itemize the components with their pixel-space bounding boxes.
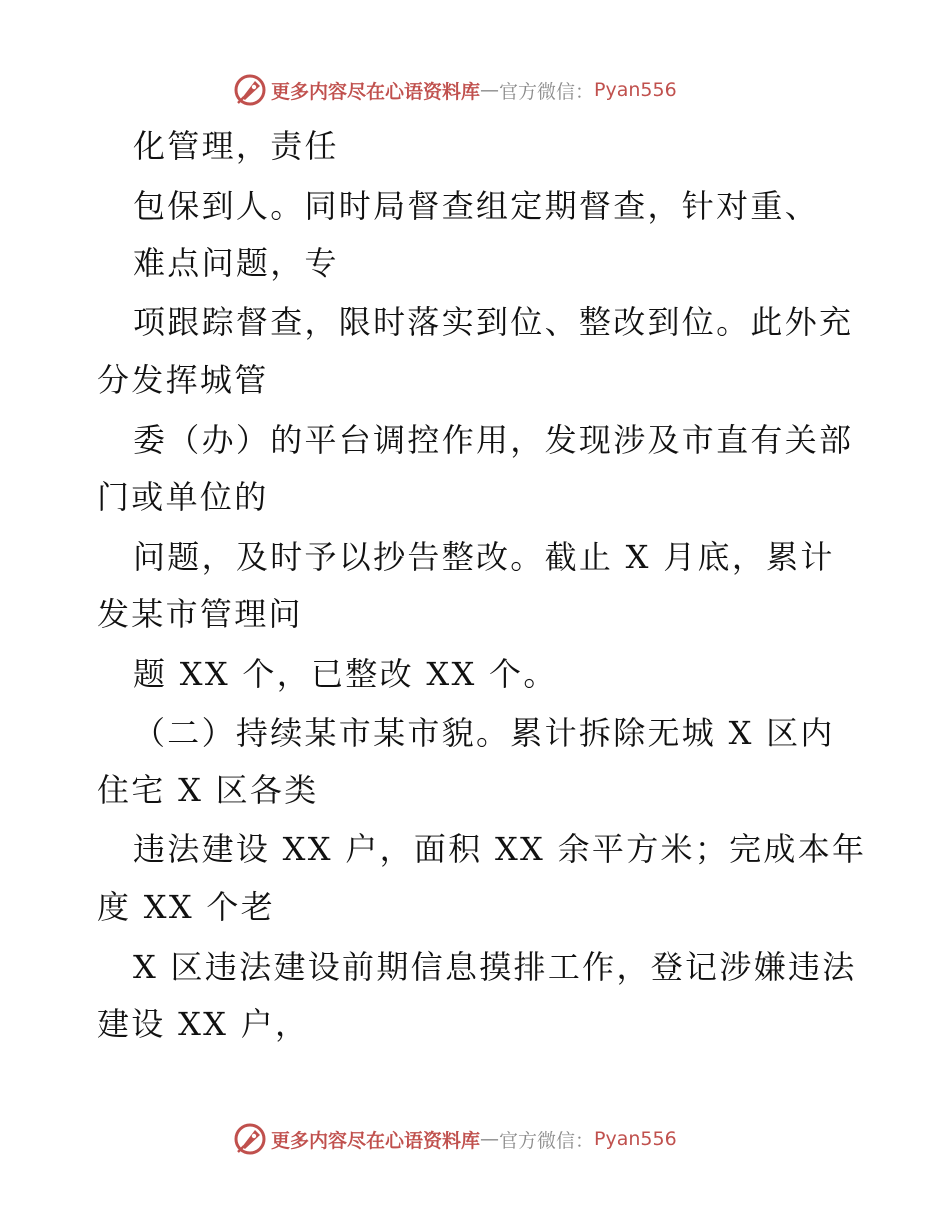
body-line: 项跟踪督查，限时落实到位、整改到位。此外充: [133, 303, 854, 341]
body-line: 违法建设 XX 户，面积 XX 余平方米；完成本年: [133, 830, 867, 868]
body-line: 包保到人。同时局督查组定期督查，针对重、: [133, 187, 820, 225]
body-line: 题 XX 个，已整改 XX 个。: [133, 655, 558, 693]
watermark-brand-text: 更多内容尽在心语资料库: [271, 1129, 481, 1152]
body-line: 度 XX 个老: [97, 888, 276, 926]
body-line: （二）持续某市某市貌。累计拆除无城 X 区内: [133, 714, 835, 752]
watermark-wechat-id: Pyan556: [594, 1128, 677, 1150]
footer-watermark: [233, 1121, 677, 1157]
body-line: 难点问题，专: [133, 244, 339, 282]
header-watermark: [233, 72, 677, 108]
body-line: 建设 XX 户，: [97, 1005, 310, 1043]
watermark-official-label: 官方微信：: [499, 1129, 595, 1152]
body-line: 化管理，责任: [133, 127, 339, 165]
body-line: 住宅 X 区各类: [97, 771, 319, 809]
watermark-brand-text: 更多内容尽在心语资料库: [271, 80, 481, 103]
body-line: 发某市管理问: [97, 595, 303, 633]
watermark-official-label: 官方微信：: [499, 80, 595, 103]
watermark-separator: —: [480, 1128, 500, 1150]
body-line: 分发挥城管: [97, 361, 269, 399]
body-line: X 区违法建设前期信息摸排工作，登记涉嫌违法: [133, 948, 857, 986]
pen-nib-logo-icon: [233, 73, 267, 107]
body-line: 问题，及时予以抄告整改。截止 X 月底，累计: [133, 538, 835, 576]
pen-nib-logo-icon: [233, 1122, 267, 1156]
body-line: 门或单位的: [97, 478, 269, 516]
watermark-separator: —: [480, 79, 500, 101]
watermark-wechat-id: Pyan556: [594, 79, 677, 101]
body-line: 委（办）的平台调控作用，发现涉及市直有关部: [133, 421, 854, 459]
